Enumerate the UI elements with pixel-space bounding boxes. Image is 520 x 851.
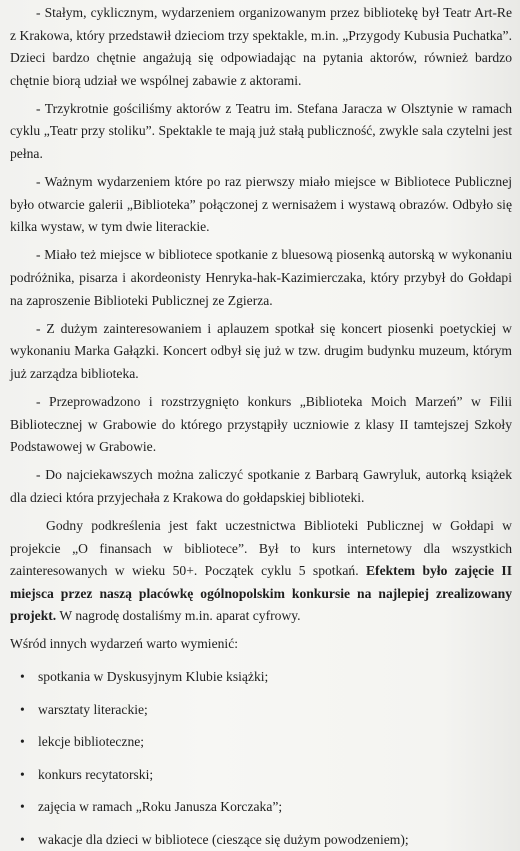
list-item [20, 699, 512, 721]
bullet-icon: • [20, 734, 25, 750]
paragraph-konkurs-biblioteka-marzen: - Przeprowadzono i rozstrzygnięto konkurs „Biblioteka Moich Marzeń” w Filii Bibliotecznej w Grabowie do którego przystąpiły uczniowie z klasy II tamtejszej Szkoły Podstawowej w Grabowie. [10, 394, 512, 455]
bullet-icon: • [20, 701, 25, 717]
document-page [0, 2, 520, 847]
list-item-text: spotkania w Dyskusyjnym Klubie książki; [38, 669, 269, 685]
list-item [20, 666, 512, 688]
summary-tail-text: W nagrodę dostaliśmy m.in. aparat cyfrowy. [56, 608, 301, 624]
paragraph-projekt-o-finansach [10, 515, 512, 628]
paragraph-bluesowa-piosenka: - Miało też miejsce w bibliotece spotkanie z bluesową piosenką autorską w wykonaniu podróżnika, pisarza i akordeonisty Henryka-hak-Kazimierczaka, który przybył do Gołdapi na zaproszenie Biblioteki Publicznej ze Zgierza. [10, 247, 512, 308]
paragraph-galeria-biblioteka: - Ważnym wydarzeniem które po raz pierwszy miało miejsce w Bibliotece Publicznej było otwarcie galerii „Biblioteka” połączonej z wernisażem i wystawą obrazów. Odbyło się kilka wystaw, w tym dwie literackie. [10, 174, 512, 235]
list-item [20, 764, 512, 786]
list-item-text: wakacje dla dzieci w bibliotece (cieszące się dużym powodzeniem); [38, 831, 409, 847]
paragraph-teatr-jaracza: - Trzykrotnie gościliśmy aktorów z Teatru im. Stefana Jaracza w Olsztynie w ramach cyklu „Teatr przy stoliku”. Spektakle te mają już stałą publiczność, zwykle sala czytelni jest pełna. [10, 100, 512, 162]
list-item-text: konkurs recytatorski; [38, 766, 154, 782]
list-item [20, 796, 512, 818]
paragraph-teatr-art-re: - Stałym, cyklicznym, wydarzeniem organizowanym przez bibliotekę był Teatr Art-Re z Krakowa, który przedstawił dzieciom trzy spektakle, m.in. „Przygody Kubusia Puchatka”. Dzieci bardzo chętnie angażują się odpowiadając na pytania aktorów, również bardzo chętnie biorą udział we wspólnej zabawie z aktorami. [10, 5, 512, 88]
events-list [10, 666, 512, 851]
summary-text: Godny podkreślenia jest fakt uczestnictwa Biblioteki Publicznej w Gołdapi w projekcie „O finansach w bibliotece”. Był to kurs internetowy dla wszystkich zainteresowanych w wieku 50+. Początek cyklu 5 spotkań. [10, 517, 512, 579]
list-item-text: zajęcia w ramach „Roku Janusza Korczaka”; [38, 799, 283, 815]
list-item [20, 731, 512, 753]
bullet-icon: • [20, 831, 25, 847]
list-item-text: warsztaty literackie; [38, 701, 148, 717]
paragraph-spotkanie-gawryluk: - Do najciekawszych można zaliczyć spotkanie z Barbarą Gawryluk, autorką książek dla dzieci która przyjechała z Krakowa do gołdapskiej biblioteki. [10, 467, 512, 505]
bullet-icon: • [20, 766, 25, 782]
list-intro: Wśród innych wydarzeń warto wymienić: [10, 636, 239, 652]
paragraph-koncert-galazki: - Z dużym zainteresowaniem i aplauzem spotkał się koncert piosenki poetyckiej w wykonaniu Marka Gałązki. Koncert odbył się już w tzw. drugim budynku muzeum, którym już zarządza biblioteka. [10, 320, 512, 381]
list-item-text: lekcje biblioteczne; [38, 734, 145, 750]
summary-bold-text: Efektem było zajęcie II miejsca przez naszą placówkę ogólnopolskim konkursie na najlepiej zrealizowany projekt. [10, 563, 512, 624]
bullet-icon: • [20, 799, 25, 815]
bullet-icon: • [20, 669, 25, 685]
list-item [20, 829, 512, 851]
